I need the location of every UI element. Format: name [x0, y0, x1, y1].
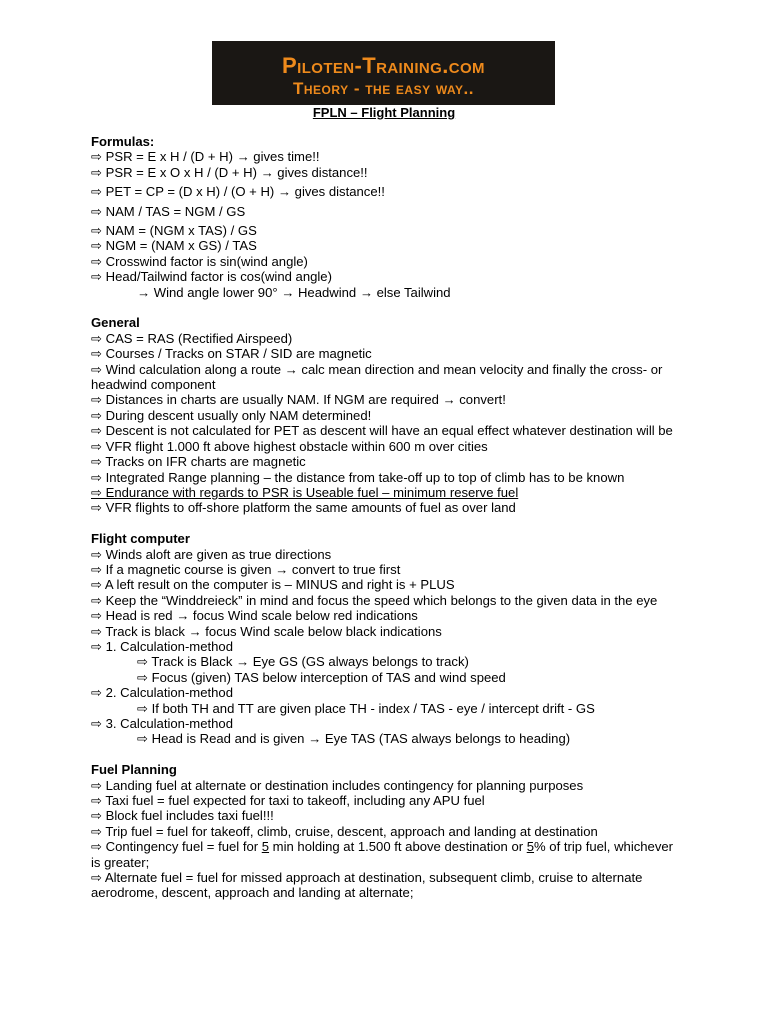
fuel-line-contingency: [91, 839, 677, 870]
computer-subline: ⇨ If both TH and TT are given place TH - index / TAS - eye / intercept drift - GS: [137, 700, 595, 716]
formulas-heading: Formulas:: [91, 134, 155, 149]
general-line: ⇨ Courses / Tracks on STAR / SID are magnetic: [91, 346, 372, 362]
computer-line: ⇨ Head is red → focus Wind scale below red indications: [91, 608, 418, 624]
general-line: ⇨ During descent usually only NAM determined!: [91, 407, 372, 423]
computer-line: ⇨ Keep the “Winddreieck” in mind and focus the speed which belongs to the given data in the eye: [91, 592, 658, 608]
fuel-line-alternate: ⇨ Alternate fuel = fuel for missed approach at destination, subsequent climb, cruise to alternate aerodrome, descent, approach and landing at alternate;: [91, 870, 643, 901]
general-line: ⇨ VFR flight 1.000 ft above highest obstacle within 600 m over cities: [91, 438, 488, 454]
formula-line: ⇨ Head/Tailwind factor is cos(wind angle): [91, 269, 332, 285]
contingency-minutes: 5: [261, 839, 270, 855]
contingency-text-c: min holding at 1.500 ft above destination or: [269, 839, 527, 855]
document-body: [91, 134, 691, 901]
formula-line: ⇨ PET = CP = (D x H) / (O + H) → gives distance!!: [91, 184, 385, 200]
formula-line: ⇨ Crosswind factor is sin(wind angle): [91, 253, 308, 269]
computer-line: ⇨ 1. Calculation-method: [91, 638, 233, 654]
formula-line: ⇨ NAM / TAS = NGM / GS: [91, 203, 246, 219]
general-line: ⇨ Tracks on IFR charts are magnetic: [91, 454, 306, 470]
computer-subline: ⇨ Head is Read and is given → Eye TAS (TAS always belongs to heading): [137, 731, 571, 747]
formula-line: ⇨ NGM = (NAM x GS) / TAS: [91, 238, 257, 254]
formula-line: ⇨ PSR = E x O x H / (D + H) → gives distance!!: [91, 164, 368, 180]
general-line: ⇨ Wind calculation along a route → calc mean direction and mean velocity and finally the cross- or headwind component: [91, 361, 663, 393]
fuel-heading: Fuel Planning: [91, 762, 177, 778]
contingency-text-a: ⇨ Contingency fuel = fuel for: [91, 839, 262, 855]
computer-line: ⇨ Track is black → focus Wind scale below black indications: [91, 623, 442, 639]
fuel-line: ⇨ Block fuel includes taxi fuel!!!: [91, 808, 274, 824]
formula-line: ⇨ PSR = E x H / (D + H) → gives time!!: [91, 149, 320, 165]
page-title: FPLN – Flight Planning: [312, 105, 456, 120]
computer-line: ⇨ 2. Calculation-method: [91, 685, 233, 701]
general-line-underlined: ⇨ Endurance with regards to PSR is Useable fuel – minimum reserve fuel: [91, 484, 519, 500]
general-line: ⇨ Descent is not calculated for PET as descent will have an equal effect whatever destination will be: [91, 423, 673, 439]
logo-banner: [212, 41, 555, 105]
computer-subline: ⇨ Focus (given) TAS below interception of TAS and wind speed: [137, 669, 506, 685]
computer-heading: Flight computer: [91, 531, 190, 547]
general-heading: General: [91, 315, 140, 331]
computer-line: ⇨ Winds aloft are given as true directions: [91, 546, 332, 562]
logo-tagline: Theory - the easy way..: [292, 79, 475, 98]
formula-subline: → Wind angle lower 90° → Headwind → else Tailwind: [137, 284, 451, 300]
formula-line: ⇨ NAM = (NGM x TAS) / GS: [91, 223, 257, 239]
general-line: ⇨ CAS = RAS (Rectified Airspeed): [91, 330, 293, 346]
computer-line: ⇨ A left result on the computer is – MINUS and right is + PLUS: [91, 577, 455, 593]
computer-subline: ⇨ Track is Black → Eye GS (GS always belongs to track): [137, 654, 469, 670]
logo-title: Piloten-Training.com: [282, 53, 485, 78]
general-line: ⇨ Distances in charts are usually NAM. If NGM are required → convert!: [91, 392, 506, 408]
fuel-line: ⇨ Landing fuel at alternate or destination includes contingency for planning purposes: [91, 777, 584, 793]
general-line: ⇨ Integrated Range planning – the distance from take-off up to top of climb has to be known: [91, 469, 625, 485]
contingency-percent: 5: [526, 839, 535, 855]
general-line: ⇨ VFR flights to off-shore platform the same amounts of fuel as over land: [91, 500, 516, 516]
fuel-line: ⇨ Taxi fuel = fuel expected for taxi to takeoff, including any APU fuel: [91, 793, 485, 809]
fuel-line: ⇨ Trip fuel = fuel for takeoff, climb, cruise, descent, approach and landing at destination: [91, 823, 598, 839]
computer-line: ⇨ If a magnetic course is given → convert to true first: [91, 561, 401, 577]
computer-line: ⇨ 3. Calculation-method: [91, 716, 233, 731]
contingency-text-e: % of trip fuel, whichever is greater;: [91, 839, 674, 870]
